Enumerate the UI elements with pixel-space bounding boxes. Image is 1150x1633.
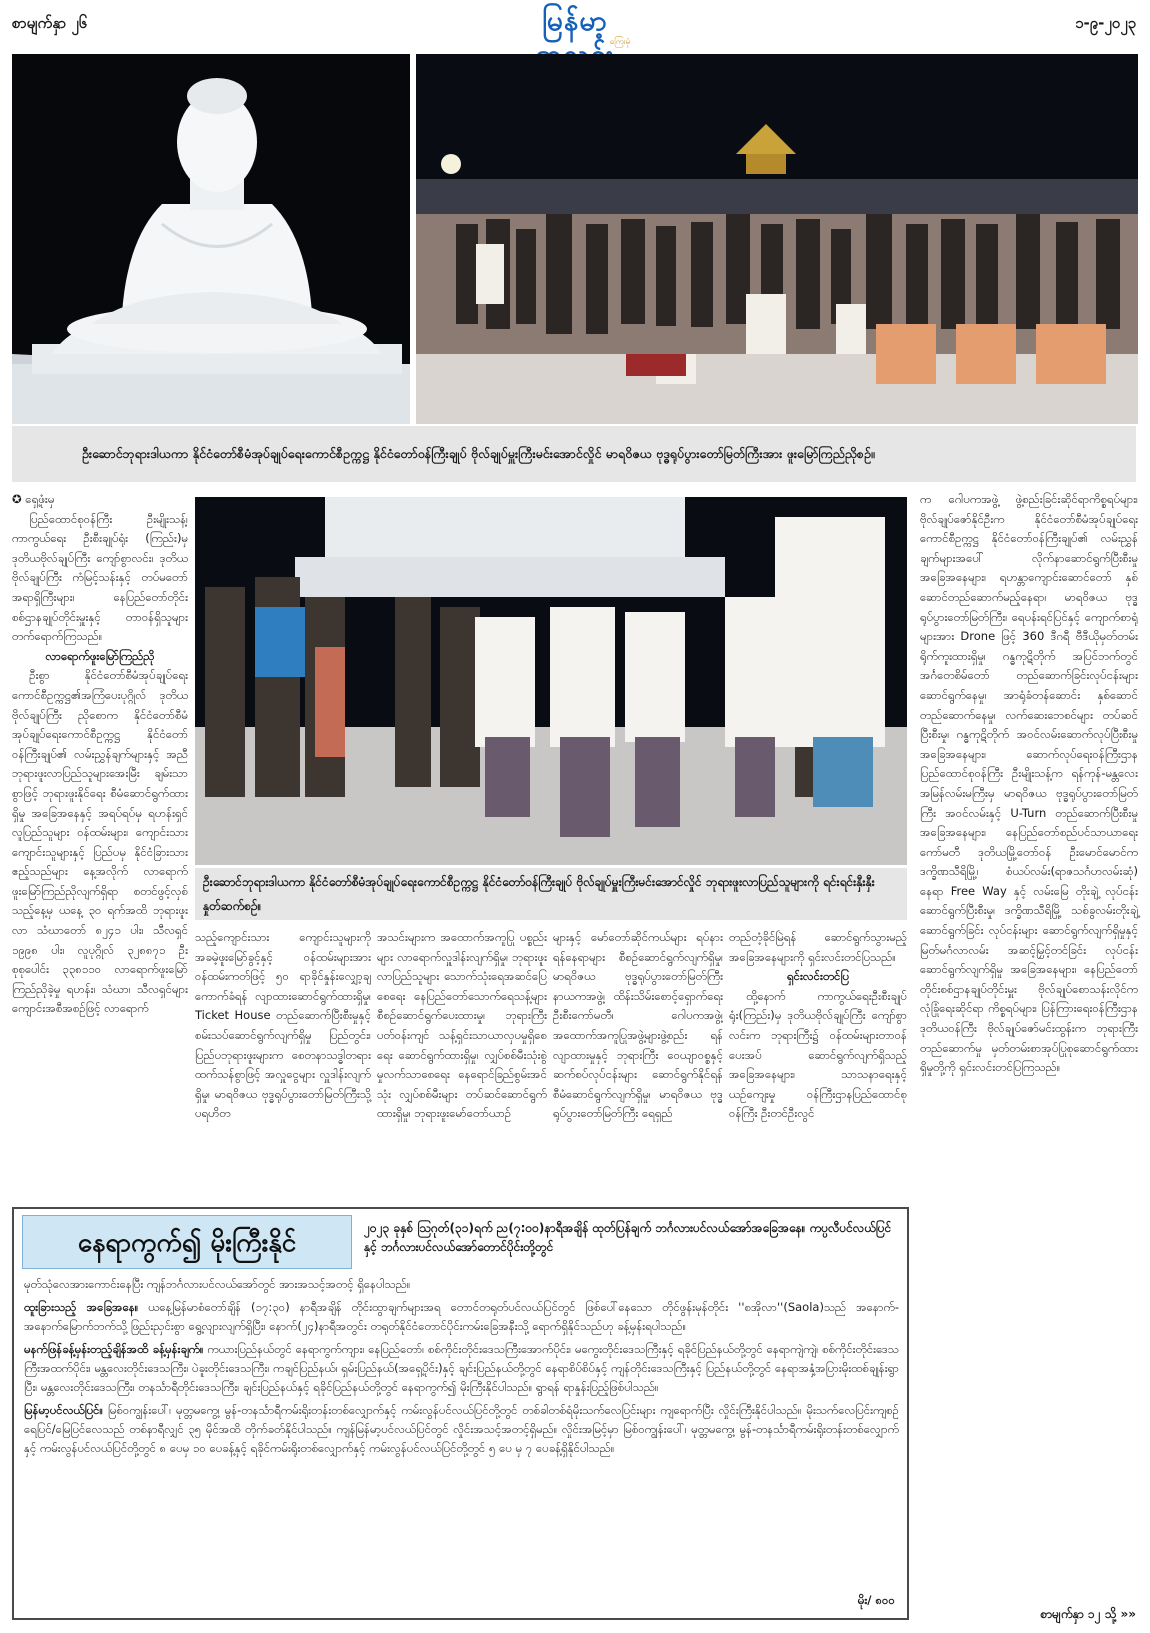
weather-box	[12, 1207, 909, 1620]
issue-date: ၁-၉-၂၀၂၃	[1075, 14, 1136, 32]
weather-body	[24, 1275, 899, 1462]
continued-link[interactable]: စာမျက်နှာ ၁၂ သို့ »»	[1040, 1607, 1136, 1621]
article-column-2	[195, 928, 371, 1124]
article-paragraph: ထို့နောက် ကာကွယ်ရေးဦးစီးချုပ်ရုံး(ကြည်း)မှ ဒုတိယဗိုလ်ချုပ်ကြီး ကျော်စွာလင်းက ဘုရားကြီး၌ ဝန်ထမ်းများတာဝန်ပေးအပ် ဆောင်ရွက်လျက်ရှိသည့် အခြေအနေများ၊ သာသနာရေးနှင့်ယဉ်ကျေးမှု ဝန်ကြီးဌာနပြည်ထောင်စုဝန်ကြီး ဦးတင်ဦးလွင်	[729, 988, 907, 1121]
weather-heading: မနက်ဖြန်ခန့်မှန်းတည့်ချိန်အထိ ခန့်မှန်းချက်။	[24, 1342, 204, 1356]
article-paragraph: ပြည်ထောင်စုဝန်ကြီး ဦးမျိုးသန့်၊ ကာကွယ်ရေး ဦးစီးချုပ်ရုံး (ကြည်း)မှ ဒုတိယဗိုလ်ချုပ်ကြီး ကျော်စွာလင်း၊ ဒုတိယဗိုလ်ချုပ်ကြီး ကံမြင့်သန်းနှင့် တပ်မတော်အရာရှိကြီးများ၊ နေပြည်တော်တိုင်းစစ်ဌာနချုပ်တိုင်းမှူးနှင့် တာဝန်ရှိသူများ တက်ရောက်ကြသည်။	[12, 511, 188, 644]
article-subheading: ရှင်းလင်းတင်ပြ	[786, 969, 850, 984]
article-paragraph: တည်တံ့ခိုင်မြဲရန် ဆောင်ရွက်သွားမည့်အခြေအနေများကို ရှင်းလင်းတင်ပြသည်။	[729, 930, 907, 964]
page-header	[0, 0, 1150, 52]
greeting-crowd-photo	[195, 497, 907, 865]
middle-photo-caption: ဦးဆောင်ဘုရားဒါယကာ နိုင်ငံတော်စီမံအုပ်ချုပ်ရေးကောင်စီဥက္ကဋ္ဌ နိုင်ငံတော်ဝန်ကြီးချုပ် ဗိုလ်ချုပ်မှူးကြီးမင်းအောင်လှိုင် ဘုရားဖူးလာပြည်သူများကို ရင်းရင်းနှီးနှီး နှုတ်ဆက်စဉ်။	[195, 868, 907, 920]
weather-paragraph: မနက်ဖြန်ခန့်မှန်းတည့်ချိန်အထိ ခန့်မှန်းချက်။ ကယားပြည်နယ်တွင် နေရာကွက်ကျား၊ နေပြည်တော်၊ စစ်ကိုင်းတိုင်းဒေသကြီးအောက်ပိုင်း၊ မကွေးတိုင်းဒေသကြီးနှင့် ရခိုင်ပြည်နယ်တို့တွင် နေရာကျဲကျဲ၊ စစ်ကိုင်းတိုင်းဒေသကြီးအထက်ပိုင်း၊ မန္တလေးတိုင်းဒေသကြီး၊ ပဲခူးတိုင်းဒေသကြီး၊ ကချင်ပြည်နယ်၊ ရှမ်းပြည်နယ်(အရှေ့ပိုင်း)နှင့် ချင်းပြည်နယ်တို့တွင် နေရာစိပ်စိပ်နှင့် ကျန်တိုင်းဒေသကြီးနှင့် ပြည်နယ်တို့တွင် နေရာအနှံ့အပြားမိုးထစ်ချုန်းရွာပြီး၊ မန္တလေးတိုင်းဒေသကြီး၊ တနင်္သာရီတိုင်းဒေသကြီး၊ ချင်းပြည်နယ်နှင့် ရခိုင်ပြည်နယ်တို့တွင် နေရာကွက်၍ မိုးကြီးနိုင်ပါသည်။ ရွာရန် ရာနှုန်းပြည့်ဖြစ်ပါသည်။	[24, 1342, 899, 1394]
masthead-logo	[510, 4, 640, 50]
top-photo-caption: ဦးဆောင်ဘုရားဒါယကာ နိုင်ငံတော်စီမံအုပ်ချုပ်ရေးကောင်စီဥက္ကဋ္ဌ နိုင်ငံတော်ဝန်ကြီးချုပ် ဗိုလ်ချုပ်မှူးကြီးမင်းအောင်လှိုင် မာရဝိဇယ ဗုဒ္ဓရုပ်ပွားတော်မြတ်ကြီးအား ဖူးမြော်ကြည်ညိုစဉ်။	[12, 426, 1136, 482]
article-paragraph: ဦးစွာ နိုင်ငံတော်စီမံအုပ်ချုပ်ရေးကောင်စီဥက္ကဋ္ဌ၏အကြံပေးပုဂ္ဂိုလ် ဒုတိယဗိုလ်ချုပ်ကြီး ညိုစောက နိုင်ငံတော်စီမံအုပ်ချုပ်ရေးကောင်စီဥက္ကဋ္ဌ နိုင်ငံတော်ဝန်ကြီးချုပ်၏ လမ်းညွှန်ချက်များနှင့် အညီ ဘုရားဖူးလာပြည်သူများအေးမြီး ချမ်းသာစွာဖြင့် ဘုရားဖူးနိုင်ရေး စီမံဆောင်ရွက်ထားရှိမှု အခြေအနေနှင့် အရပ်ရပ်မှ ရဟန်းရှင်လူပြည်သူများ ဝန်ထမ်းများ၊ ကျောင်းသားကျောင်းသူများနှင့် ပြည်ပမှ နိုင်ငံခြားသား ဧည့်သည်များ နေ့အလိုက် လာရောက်ဖူးမြော်ကြည်ညိုလျက်ရှိရာ စတင်ဖွင့်လှစ်သည့်နေ့မှ ယနေ့ ၃၀ ရက်အထိ ဘုရားဖူးလာ သံဃာတော် ၈၂၄၁ ပါး၊ သီလရှင် ၁၉၉၈ ပါး၊ လူပုဂ္ဂိုလ် ၃၂၈၈၇၁ ဦး စုစုပေါင်း ၃၃၈၁၁၀ လာရောက်ဖူးမြော်ကြည်ညိုခဲ့မှု ရဟန်း၊ သံဃာ၊ သီလရှင်များ ကျောင်းအစီအစဉ်ဖြင့် လာရောက်	[12, 668, 188, 1016]
weather-paragraph: ထူးခြားသည့် အခြေအနေ။ ယနေ့မြန်မာစံတော်ချိန် (၁၇:၃၀) နာရီအချိန် တိုင်းထွာချက်များအရ တောင်တရုတ်ပင်လယ်ပြင်တွင် ဖြစ်ပေါ်နေသော တိုင်ဖွန်းမုန်တိုင်း ''စအိုလာ''(Saola)သည် အနောက်- အနောက်မြောက်ဘက်သို့ ဖြည်းညှင်းစွာ ရွေ့လျားလျက်ရှိပြီး၊ နောက်(၂၄)နာရီအတွင်း တရုတ်နိုင်ငံတောင်ပိုင်းကမ်းခြေအနီးသို့ ရောက်ရှိနိုင်သည်ဟု ခန့်မှန်းရပါသည်။	[24, 1300, 899, 1333]
weather-signature: မိုး/ ၈၀၀	[857, 1593, 895, 1607]
masthead-title: မြန်မာ့	[542, 4, 608, 37]
weather-title: နေရာကွက်၍ မိုးကြီးနိုင်	[22, 1215, 352, 1269]
article-column-6	[920, 490, 1138, 1078]
buddha-statue-photo	[12, 54, 410, 424]
article-continued-label: ✪ ရှေ့ဖုံးမှ	[12, 492, 55, 506]
weather-heading: ထူးခြားသည့် အခြေအနေ။	[24, 1300, 139, 1314]
article-paragraph: များနှင့် မော်တော်ဆိုင်ကယ်များ ရပ်နားရန်နေရာများ စီစဉ်ဆောင်ရွက်လျက်ရှိမှု၊ မာရဝိဇယ ဗုဒ္ဓရုပ်ပွားတော်မြတ်ကြီး နာယကအဖွဲ့၊ ထိန်းသိမ်းစောင့်ရှောက်ရေး ဦးစီးကော်မတီ၊ ဂေါပကအဖွဲ့၊ အထောက်အကူပြုအဖွဲ့များဖွဲ့စည်း ရန်လျာထားမှုနှင့် ဘုရားကြီး ဝေယျာဝစ္စနှင့် ဆက်စပ်လုပ်ငန်းများ ဆောင်ရွက်နိုင်ရန် စီမံဆောင်ရွက်လျက်ရှိမှု၊ မာရဝိဇယ ဗုဒ္ဓရုပ်ပွားတော်မြတ်ကြီး ရေရှည်	[553, 930, 723, 1121]
crowd-worship-photo	[416, 54, 1138, 424]
weather-heading: မြန်မာ့ပင်လယ်ပြင်။	[24, 1403, 103, 1417]
article-paragraph: အသင်းများက အထောက်အကူပြု ပစ္စည်းများ လာရောက်လှူဒါန်းလျက်ရှိမှု၊ ဘုရားဖူးလာပြည်သူများ သောက်သုံးရေအဆင်ပြေစေရေး နေပြည်တော်သောက်ရေသန့်များ စီစဉ်ဆောင်ရွက်ပေးထားမှု၊ ဘုရားကြီးပတ်ဝန်းကျင် သန့်ရှင်းသာယာလှပမှုရှိစေရေး ဆောင်ရွက်ထားရှိမှု၊ လျှပ်စစ်မီးသုံးစွဲမှုလက်သာစေရေး နေရောင်ခြည်စွမ်းအင်သုံး လျှပ်စစ်မီးများ တပ်ဆင်ဆောင်ရွက်ထားရှိမှု၊ ဘုရားဖူးမော်တော်ယာဉ်	[377, 930, 547, 1121]
masthead-subtitle: ကြေးမုံ	[609, 37, 630, 46]
article-paragraph: က ဂေါပကအဖွဲ့ ဖွဲ့စည်းခြင်းဆိုင်ရာကိစ္စရပ်များ၊ ဗိုလ်ချုပ်ဇော်နိုင်ဦးက နိုင်ငံတော်စီမံအုပ်ချုပ်ရေးကောင်စီဥက္ကဋ္ဌ နိုင်ငံတော်ဝန်ကြီးချုပ်၏ လမ်းညွှန်ချက်များအပေါ် လိုက်နာဆောင်ရွက်ပြီးစီးမှုအခြေအနေများ၊ ရဟန္တာကျောင်းဆောင်တော် နှစ်ဆောင်တည်ဆောက်မည့်နေရာ၊ မာရဝိဇယ ဗုဒ္ဓရုပ်ပွားတော်မြတ်ကြီး၊ ရေပန်းရင်ပြင်နှင့် ကျောက်စာရုံများအား Drone ဖြင့် 360 ဒီဂရီ ဗီဒီယိုမှတ်တမ်း ရိုက်ကူးထားရှိမှု၊ ဂန္ဓကုဋိတိုက် အပြင်ဘက်တွင် အင်္ဂတေစိမ်တော် တည်ဆောက်ခြင်းလုပ်ငန်းများ ဆောင်ရွက်နေမှု၊ အာရုံခံတန်ဆောင်း နှစ်ဆောင်တည်ဆောက်နေမှု၊ လက်ဆေးဘေစင်များ တပ်ဆင်ပြီးစီးမှု၊ ဂန္ဓကုဋိတိုက် အဝင်လမ်းဆောက်လုပ်ပြီးစီးမှု အခြေအနေများ၊ ဆောက်လုပ်ရေးဝန်ကြီးဌာန ပြည်ထောင်စုဝန်ကြီး ဦးမျိုးသန့်က ရန်ကုန်-မန္တလေး အမြန်လမ်းမကြီးမှ မာရဝိဇယ ဗုဒ္ဓရုပ်ပွားတော်မြတ်ကြီး အဝင်လမ်းနှင့် U-Turn တည်ဆောက်ပြီးစီးမှု အခြေအနေများ၊ နေပြည်တော်စည်ပင်သာယာရေးကော်မတီ ဒုတိယမြို့တော်ဝန် ဦးမောင်မောင်က ဒက္ခိဏသီရိမြို့၊ စံယပ်လမ်း(ရာဇသင်္ဂဟလမ်းဆုံ) နေရာ Free Way နှင့် လမ်းမြေ တိုးချဲ့ လုပ်ငန်းဆောင်ရွက်ပြီးစီးမှု၊ ဒက္ခိဏသီရိမြို့ သစ်ခွလမ်းတိုးချဲ့ ဆောင်ရွက်ခြင်း လုပ်ငန်းများ ဆောင်ရွက်လျက်ရှိမှုနှင့် မြတ်မင်္ဂလာလမ်း အဆင့်မြှင့်တင်ခြင်း လုပ်ငန်း ဆောင်ရွက်လျက်ရှိမှု အခြေအနေများ၊ နေပြည်တော်တိုင်းစစ်ဌာနချုပ်တိုင်းမှူး ဗိုလ်ချုပ်စောသန်းလိုင်က လုံခြုံရေးဆိုင်ရာ ကိစ္စရပ်များ၊ ပြန်ကြားရေးဝန်ကြီးဌာန ဒုတိယဝန်ကြီး ဗိုလ်ချုပ်ဇော်မင်းထွန်းက ဘုရားကြီးတည်ဆောက်မှု မှတ်တမ်းစာအုပ်ပြုစုဆောင်ရွက်ထားရှိမှုတို့ကို ရှင်းလင်းတင်ပြကြသည်။	[920, 492, 1138, 1075]
article-column-4	[553, 928, 723, 1124]
article-subheading: လာရောက်ဖူးမြော်ကြည်ညို	[45, 648, 155, 663]
weather-paragraph: မြန်မာ့ပင်လယ်ပြင်။ မြစ်ဝကျွန်းပေါ်၊ မုတ္တမကွေ့၊ မွန်-တနင်္သာရီကမ်းရိုးတန်းတစ်လျှောက်နှင့် ကမ်းလွန်ပင်လယ်ပြင်တို့တွင် တစ်ခါတစ်ရံမိုးသက်လေပြင်းများ ကျရောက်ပြီး လှိုင်းကြီးနိုင်ပါသည်။ မိုးသက်လေပြင်းကျစဉ် ရေပြင်/မြေပြင်လေသည် တစ်နာရီလျှင် ၃၅ မိုင်အထိ တိုက်ခတ်နိုင်ပါသည်။ ကျန်မြန်မာ့ပင်လယ်ပြင်တွင် လှိုင်းအသင့်အတင့်ရှိမည်။ လှိုင်းအမြင့်မှာ မြစ်ဝကျွန်းပေါ်၊ မုတ္တမကွေ့၊ မွန်-တနင်္သာရီကမ်းရိုးတန်းတစ်လျှောက်နှင့် ကမ်းလွန်ပင်လယ်ပြင်တို့တွင် ၈ ပေမှ ၁၀ ပေခန့်နှင့် ရခိုင်ကမ်းရိုးတစ်လျှောက်နှင့် ကမ်းလွန်ပင်လယ်ပြင်တို့တွင် ၅ ပေ မှ ၇ ပေခန့်ရှိနိုင်ပါသည်။	[24, 1403, 899, 1455]
weather-paragraph: မုတ်သုံလေအားကောင်းနေပြီး ကျန်ဘင်္ဂလားပင်လယ်အော်တွင် အားအသင့်အတင့် ရှိနေပါသည်။	[24, 1277, 411, 1291]
article-column-1	[12, 490, 188, 1019]
article-paragraph: သည့်ကျောင်းသား ကျောင်းသူများကို အခမဲ့ဖူးမြော်ခွင့်နှင့် ဝန်ထမ်းများအား ဝန်ထမ်းကတ်ဖြင့် ၅၀ ရာခိုင်နှုန်းလျှော့ချ ကောက်ခံရန် လျာထားဆောင်ရွက်ထားရှိမှု၊ Ticket House တည်ဆောက်ပြီးစီးမှုနှင့် စမ်းသပ်ဆောင်ရွက်လျက်ရှိမှု ပြည်တွင်း၊ ပြည်ပဘုရားဖူးများက စေတနာသဒ္ဓါတရားထက်သန်စွာဖြင့် အလှူငွေများ လှူဒါန်းလျက်ရှိမှု၊ မာရဝိဇယ ဗုဒ္ဓရုပ်ပွားတော်မြတ်ကြီးသို့ ပရဟိတ	[195, 930, 371, 1121]
article-column-3	[377, 928, 547, 1124]
weather-lead: ၂၀၂၃ ခုနှစ် ဩဂုတ်(၃၁)ရက် ည(၇:၀၀)နာရီအချိန် ထုတ်ပြန်ချက် ဘင်္ဂလားပင်လယ်အော်အခြေအနေ။ ကပ္ပလီပင်လယ်ပြင်နှင့် ဘင်္ဂလားပင်လယ်အော်တောင်ပိုင်းတို့တွင်	[364, 1221, 892, 1254]
page-number: စာမျက်နှာ ၂၆	[12, 14, 88, 32]
article-column-5	[729, 928, 907, 1124]
